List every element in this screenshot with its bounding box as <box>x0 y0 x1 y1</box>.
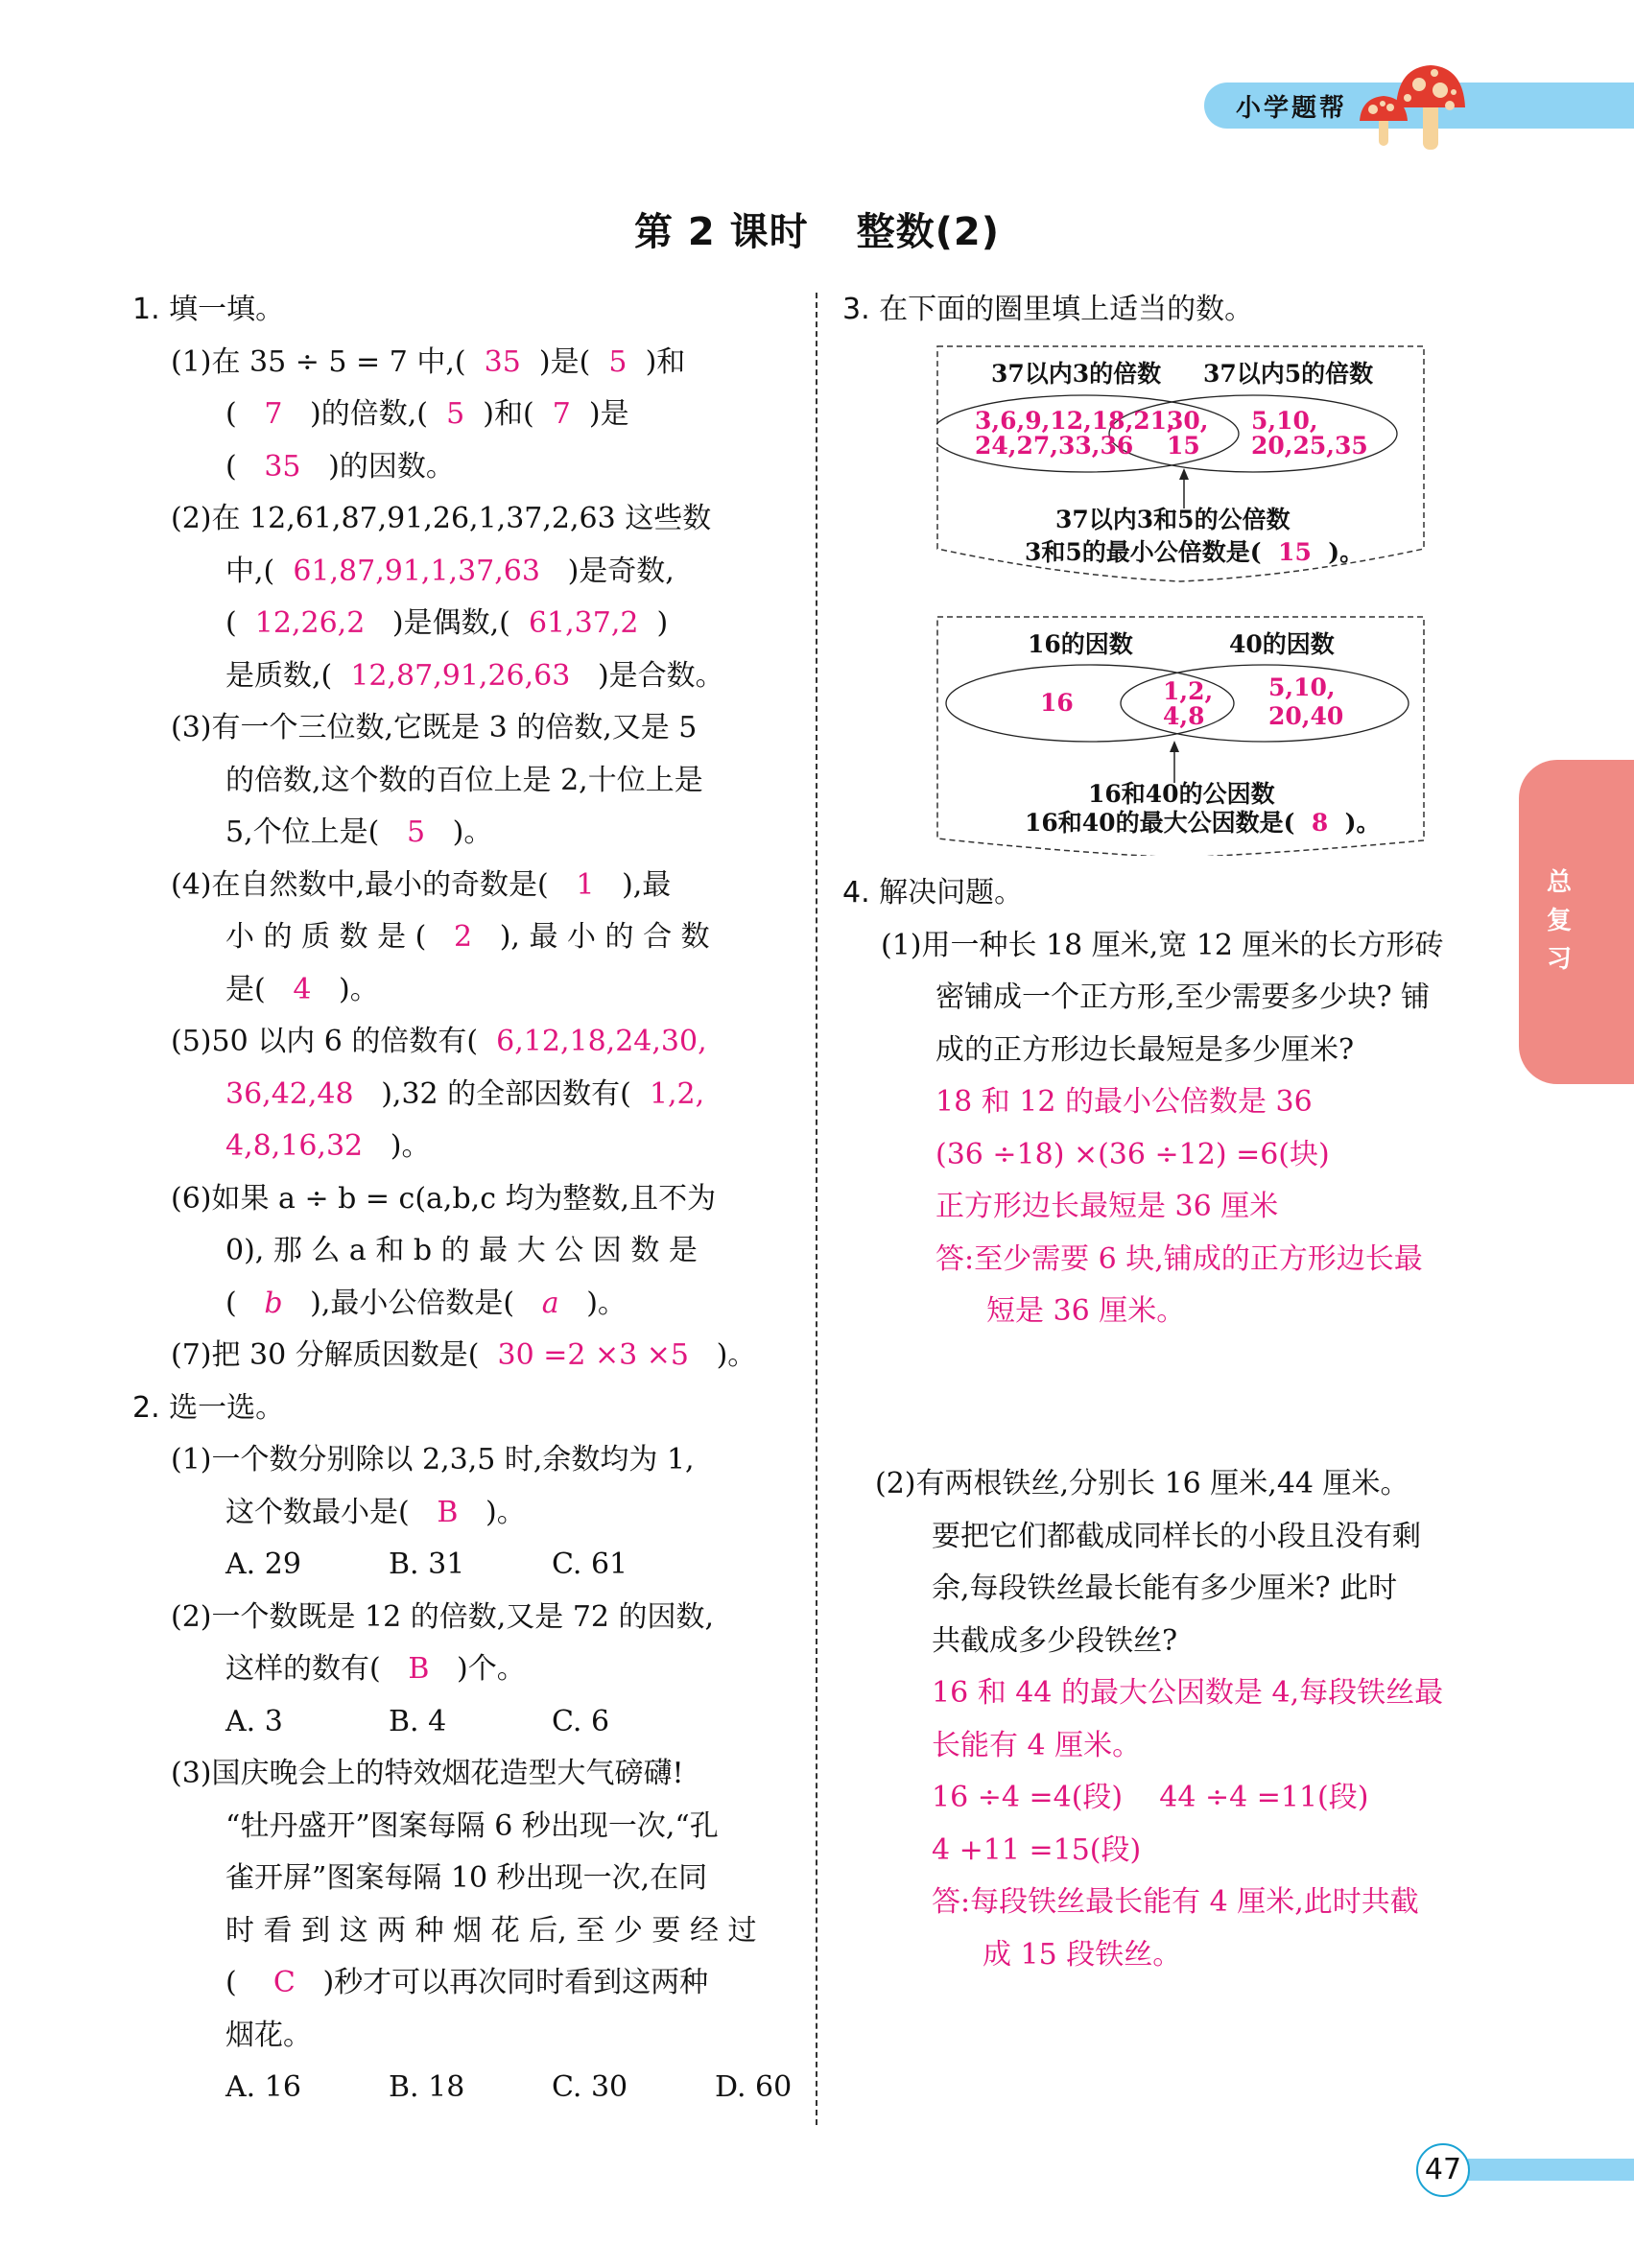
answer: 6,12,18,24,30, <box>496 1025 707 1058</box>
q4-p2-answer1: 答:每段铁丝最长能有 4 厘米,此时共截 <box>932 1885 1419 1919</box>
answer: 7 <box>264 397 283 431</box>
option-b: B. 18 <box>389 2070 465 2104</box>
q2-p1-line1: (1)一个数分别除以 2,3,5 时,余数均为 1, <box>171 1443 695 1477</box>
brand-label: 小学题帮 <box>1236 94 1348 123</box>
answer: 35 <box>264 449 301 484</box>
q4-p1-solution2: (36 ÷18) ×(36 ÷12) =6(块) <box>935 1137 1330 1171</box>
left-column <box>132 284 793 2114</box>
answer: B <box>408 1652 430 1686</box>
answer: 61,37,2 <box>528 606 639 640</box>
venn1-right-values: 5,10, 20,25,35 <box>1251 407 1368 460</box>
answer: a <box>541 1286 559 1320</box>
q4-p2-line3: 余,每段铁丝最长能有多少厘米? 此时 <box>932 1571 1398 1605</box>
q1-p7-line1: (7)把 30 分解质因数是( 30 =2 ×3 ×5 )。 <box>171 1338 757 1372</box>
q4-p2-solution3: 16 ÷4 =4(段) 44 ÷4 =11(段) <box>932 1781 1369 1814</box>
venn2-left-values: 16 <box>1040 689 1074 717</box>
venn2-right-values: 5,10, 20,40 <box>1268 673 1344 730</box>
option-d: D. 60 <box>715 2070 793 2104</box>
answer: 5 <box>608 344 628 379</box>
mushroom-icon <box>1358 59 1473 152</box>
q3-heading: 3. 在下面的圈里填上适当的数。 <box>842 293 1254 326</box>
q1-p6-line2: 0), 那 么 a 和 b 的 最 大 公 因 数 是 <box>225 1234 698 1267</box>
option-c: C. 6 <box>552 1704 610 1738</box>
q2-p2-options <box>132 1696 785 1749</box>
q4-p1-solution1: 18 和 12 的最小公倍数是 36 <box>935 1085 1313 1119</box>
side-tab-char: 总 <box>1546 868 1572 897</box>
q1-p1-line2: ( 7 )的倍数,( 5 )和( 7 )是 <box>225 397 629 431</box>
q1-p1-line1: (1)在 35 ÷ 5 = 7 中,( 35 )是( 5 )和 <box>171 344 686 379</box>
q4-p2-solution2: 长能有 4 厘米。 <box>932 1728 1142 1762</box>
answer: 1,2, <box>649 1076 705 1111</box>
q1-p1-line3: ( 35 )的因数。 <box>225 449 455 484</box>
option-a: A. 16 <box>225 2070 301 2104</box>
venn1-mid-values: 30, 15 <box>1167 407 1209 460</box>
venn-diagram-factors <box>936 616 1426 856</box>
q1-p4-line2: 小 的 质 数 是 ( 2 ), 最 小 的 合 数 <box>225 920 710 954</box>
answer: C <box>272 1966 296 1999</box>
q4-p2-solution4: 4 +11 =15(段) <box>932 1832 1142 1867</box>
venn-diagram-multiples <box>936 345 1426 585</box>
q4-p2-line2: 要把它们都截成同样长的小段且没有剩 <box>932 1519 1421 1553</box>
option-c: C. 61 <box>552 1547 628 1581</box>
q2-p3-line4: 时 看 到 这 两 种 烟 花 后, 至 少 要 经 过 <box>225 1913 757 1948</box>
q4-p1-answer2: 短是 36 厘米。 <box>986 1294 1186 1328</box>
q2-p3-line1: (3)国庆晚会上的特效烟花造型大气磅礴! <box>171 1757 684 1790</box>
answer: 36,42,48 <box>225 1076 354 1111</box>
q2-heading: 2. 选一选。 <box>132 1390 285 1425</box>
q2-p2-line1: (2)一个数既是 12 的倍数,又是 72 的因数, <box>171 1599 715 1634</box>
side-tab-char: 习 <box>1546 945 1572 974</box>
answer: 8 <box>1311 809 1329 837</box>
answer: B <box>437 1495 459 1529</box>
q2-p2-line2: 这样的数有( B )个。 <box>225 1652 526 1686</box>
q4-p1-line1: (1)用一种长 18 厘米,宽 12 厘米的长方形砖 <box>881 928 1444 962</box>
venn2-caption2: 16和40的最大公因数是( 8 )。 <box>1025 809 1381 837</box>
q4-p2-solution1: 16 和 44 的最大公因数是 4,每段铁丝最 <box>932 1676 1444 1710</box>
page-number: 47 <box>1416 2143 1470 2197</box>
side-tab-char: 复 <box>1546 907 1572 935</box>
q4-heading: 4. 解决问题。 <box>842 876 1024 910</box>
q1-p3-line1: (3)有一个三位数,它既是 3 的倍数,又是 5 <box>171 711 698 744</box>
answer: 35 <box>484 344 521 379</box>
q1-p5-line2: 36,42,48 ),32 的全部因数有( 1,2, <box>225 1076 705 1111</box>
option-a: A. 29 <box>225 1547 301 1581</box>
venn2-caption1: 16和40的公因数 <box>1088 780 1275 808</box>
venn1-left-values: 3,6,9,12,18,21, 24,27,33,36 <box>975 407 1175 460</box>
answer: 12,26,2 <box>254 606 366 640</box>
q1-p3-line3: 5,个位上是( 5 )。 <box>225 815 493 849</box>
q1-p3-line2: 的倍数,这个数的百位上是 2,十位上是 <box>225 763 703 797</box>
q1-p5-line3: 4,8,16,32 )。 <box>225 1129 431 1163</box>
answer: 15 <box>1278 538 1312 566</box>
lesson-number: 第 2 课时 <box>633 210 809 254</box>
page-title <box>0 201 1634 256</box>
q1-p2-line3: ( 12,26,2 )是偶数,( 61,37,2 ) <box>225 606 669 640</box>
option-b: B. 31 <box>389 1547 465 1581</box>
venn1-right-label: 37以内5的倍数 <box>1203 360 1374 388</box>
q2-p1-options <box>132 1539 785 1592</box>
answer: 30 =2 ×3 ×5 <box>497 1338 689 1372</box>
q2-p3-line3: 雀开屏”图案每隔 10 秒出现一次,在同 <box>225 1861 708 1895</box>
q1-p4-line1: (4)在自然数中,最小的奇数是( 1 ),最 <box>171 867 672 902</box>
q1-p6-line1: (6)如果 a ÷ b = c(a,b,c 均为整数,且不为 <box>171 1181 717 1216</box>
venn1-caption1: 37以内3和5的公倍数 <box>1055 506 1291 533</box>
footer-bar <box>1468 2159 1634 2181</box>
answer: 4,8,16,32 <box>225 1129 364 1163</box>
q3-heading-wrap <box>842 284 1456 337</box>
q4-p2-answer2: 成 15 段铁丝。 <box>983 1937 1182 1972</box>
q4-p2-line1: (2)有两根铁丝,分别长 16 厘米,44 厘米。 <box>875 1467 1409 1500</box>
q4-p1-answer1: 答:至少需要 6 块,铺成的正方形边长最 <box>935 1241 1423 1276</box>
q2-p3-options <box>132 2062 793 2114</box>
q2-p3-line5: ( C )秒才可以再次同时看到这两种 <box>225 1966 709 1999</box>
answer: 2 <box>454 920 473 954</box>
side-tab-review <box>1519 760 1634 1084</box>
answer: b <box>264 1286 283 1320</box>
q1-p2-line1: (2)在 12,61,87,91,26,1,37,2,63 这些数 <box>171 502 712 535</box>
answer: 5 <box>446 397 465 431</box>
venn1-left-label: 37以内3的倍数 <box>991 360 1162 388</box>
venn1-caption2: 3和5的最小公倍数是( 15 )。 <box>1025 538 1364 566</box>
column-divider <box>816 293 817 2125</box>
option-b: B. 4 <box>389 1704 447 1738</box>
q4-part2 <box>842 1458 1495 1981</box>
answer: 7 <box>552 397 571 431</box>
venn2-left-label: 16的因数 <box>1028 630 1133 658</box>
q2-p1-line2: 这个数最小是( B )。 <box>225 1495 526 1529</box>
q4-p1-line3: 成的正方形边长最短是多少厘米? <box>935 1032 1355 1067</box>
q1-p2-line2: 中,( 61,87,91,1,37,63 )是奇数, <box>225 554 675 588</box>
q4-p1-solution3: 正方形边长最短是 36 厘米 <box>935 1190 1279 1223</box>
q1-p2-line4: 是质数,( 12,87,91,26,63 )是合数。 <box>225 658 724 693</box>
venn2-right-label: 40的因数 <box>1229 630 1335 658</box>
q1-heading: 1. 填一填。 <box>132 293 285 326</box>
q1-p6-line3: ( b ),最小公倍数是( a )。 <box>225 1286 627 1320</box>
option-c: C. 30 <box>552 2070 628 2104</box>
q2-p3-line2: “牡丹盛开”图案每隔 6 秒出现一次,“孔 <box>225 1808 719 1843</box>
answer: 12,87,91,26,63 <box>350 658 571 693</box>
q4-p1-line2: 密铺成一个正方形,至少需要多少块? 铺 <box>935 980 1431 1014</box>
q4-p2-line4: 共截成多少段铁丝? <box>932 1623 1178 1658</box>
q1-p4-line3: 是( 4 )。 <box>225 972 379 1006</box>
q1-p5-line1: (5)50 以内 6 的倍数有( 6,12,18,24,30, <box>171 1025 707 1058</box>
q4-part1 <box>842 867 1495 1338</box>
answer: 61,87,91,1,37,63 <box>293 554 540 588</box>
q2-p3-line6: 烟花。 <box>225 2018 312 2052</box>
answer: 5 <box>406 815 426 849</box>
answer: 4 <box>293 972 312 1006</box>
venn2-mid-values: 1,2, 4,8 <box>1163 677 1214 730</box>
option-a: A. 3 <box>225 1704 283 1738</box>
lesson-topic: 整数(2) <box>856 210 1001 254</box>
answer: 1 <box>576 867 595 902</box>
